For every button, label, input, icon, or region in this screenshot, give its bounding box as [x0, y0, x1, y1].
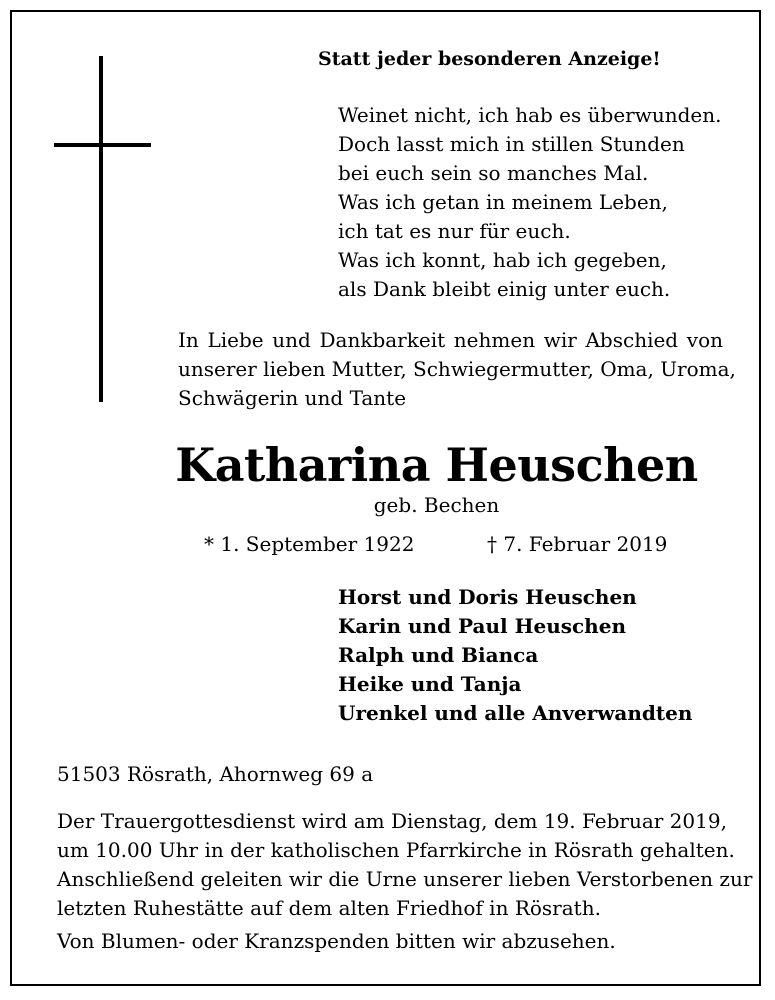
family-member: Heike und Tanja [338, 672, 522, 696]
intro-line: Schwägerin und Tante [178, 386, 407, 410]
service-line: Der Trauergottesdienst wird am Dienstag, dem 19. Februar 2019, [57, 809, 727, 833]
maiden-name: geb. Bechen [373, 493, 500, 517]
deceased-name: Katharina Heuschen [175, 438, 698, 492]
poem-line: ich tat es nur für euch. [338, 219, 571, 243]
death-date: † 7. Februar 2019 [487, 532, 668, 556]
address: 51503 Rösrath, Ahornweg 69 a [57, 762, 374, 786]
family-member: Karin und Paul Heuschen [338, 614, 626, 638]
service-info [57, 807, 753, 923]
family-member: Ralph und Bianca [338, 643, 539, 667]
poem-line: Weinet nicht, ich hab es überwunden. [338, 103, 722, 127]
poem-line: Was ich getan in meinem Leben, [338, 190, 668, 214]
birth-date: * 1. September 1922 [204, 532, 415, 556]
cross-vertical-bar [99, 56, 103, 402]
poem-line: als Dank bleibt einig unter euch. [338, 277, 671, 301]
poem-line: Doch lasst mich in stillen Stunden [338, 132, 685, 156]
family-list [338, 583, 692, 728]
service-line: Anschließend geleiten wir die Urne unserer lieben Verstorbenen zur [57, 867, 753, 891]
intro-line: unserer lieben Mutter, Schwiegermutter, Oma, Uroma, [178, 357, 736, 381]
cross-horizontal-bar [54, 143, 151, 147]
service-line: letzten Ruhestätte auf dem alten Friedhof in Rösrath. [57, 896, 601, 920]
intro-text [178, 326, 736, 413]
poem-line: Was ich konnt, hab ich gegeben, [338, 248, 667, 272]
family-member: Horst und Doris Heuschen [338, 585, 637, 609]
poem [338, 101, 721, 304]
poem-line: bei euch sein so manches Mal. [338, 161, 649, 185]
intro-line: In Liebe und Dankbarkeit nehmen wir Abschied von [178, 328, 723, 352]
flowers-note: Von Blumen- oder Kranzspenden bitten wir abzusehen. [57, 929, 616, 953]
service-line: um 10.00 Uhr in der katholischen Pfarrkirche in Rösrath gehalten. [57, 838, 735, 862]
notice-heading: Statt jeder besonderen Anzeige! [318, 48, 661, 70]
family-member: Urenkel und alle Anverwandten [338, 701, 693, 725]
